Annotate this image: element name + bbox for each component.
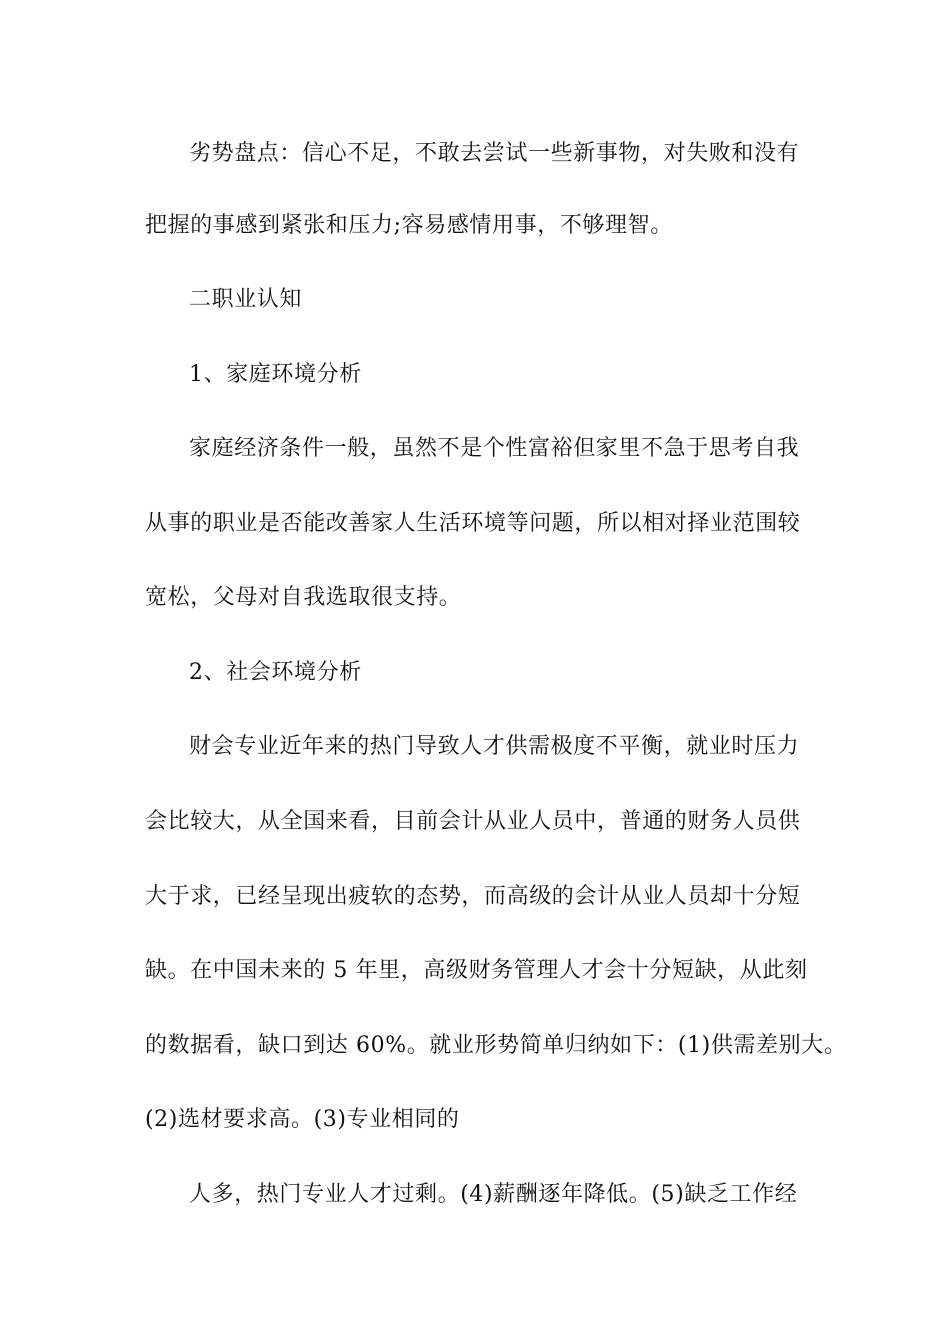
subsection-heading: 1、家庭环境分析	[189, 362, 362, 387]
text-line: 人多，热门专业人才过剩。(4)薪酬逐年降低。(5)缺乏工作经	[189, 1182, 798, 1207]
text-line: 劣势盘点：信心不足，不敢去尝试一些新事物，对失败和没有	[189, 141, 800, 166]
text-line: 财会专业近年来的热门导致人才供需极度不平衡，就业时压力	[189, 734, 800, 759]
text-line: 会比较大，从全国来看，目前会计从业人员中，普通的财务人员供	[145, 809, 801, 834]
text-line: 大于求，已经呈现出疲软的态势，而高级的会计从业人员却十分短	[145, 884, 801, 909]
text-line: (2)选材要求高。(3)专业相同的	[145, 1107, 460, 1132]
text-line: 宽松，父母对自我选取很支持。	[145, 585, 462, 610]
text-line: 的数据看，缺口到达 60%。就业形势简单归纳如下：(1)供需差别大。	[145, 1033, 847, 1058]
text-line: 家庭经济条件一般，虽然不是个性富裕但家里不急于思考自我	[189, 436, 800, 461]
text-line: 缺。在中国未来的 5 年里，高级财务管理人才会十分短缺，从此刻	[145, 958, 808, 983]
text-line: 把握的事感到紧张和压力;容易感情用事，不够理智。	[145, 213, 673, 238]
section-heading: 二职业认知	[189, 287, 303, 312]
subsection-heading: 2、社会环境分析	[189, 660, 362, 685]
text-line: 从事的职业是否能改善家人生活环境等问题，所以相对择业范围较	[145, 511, 801, 536]
